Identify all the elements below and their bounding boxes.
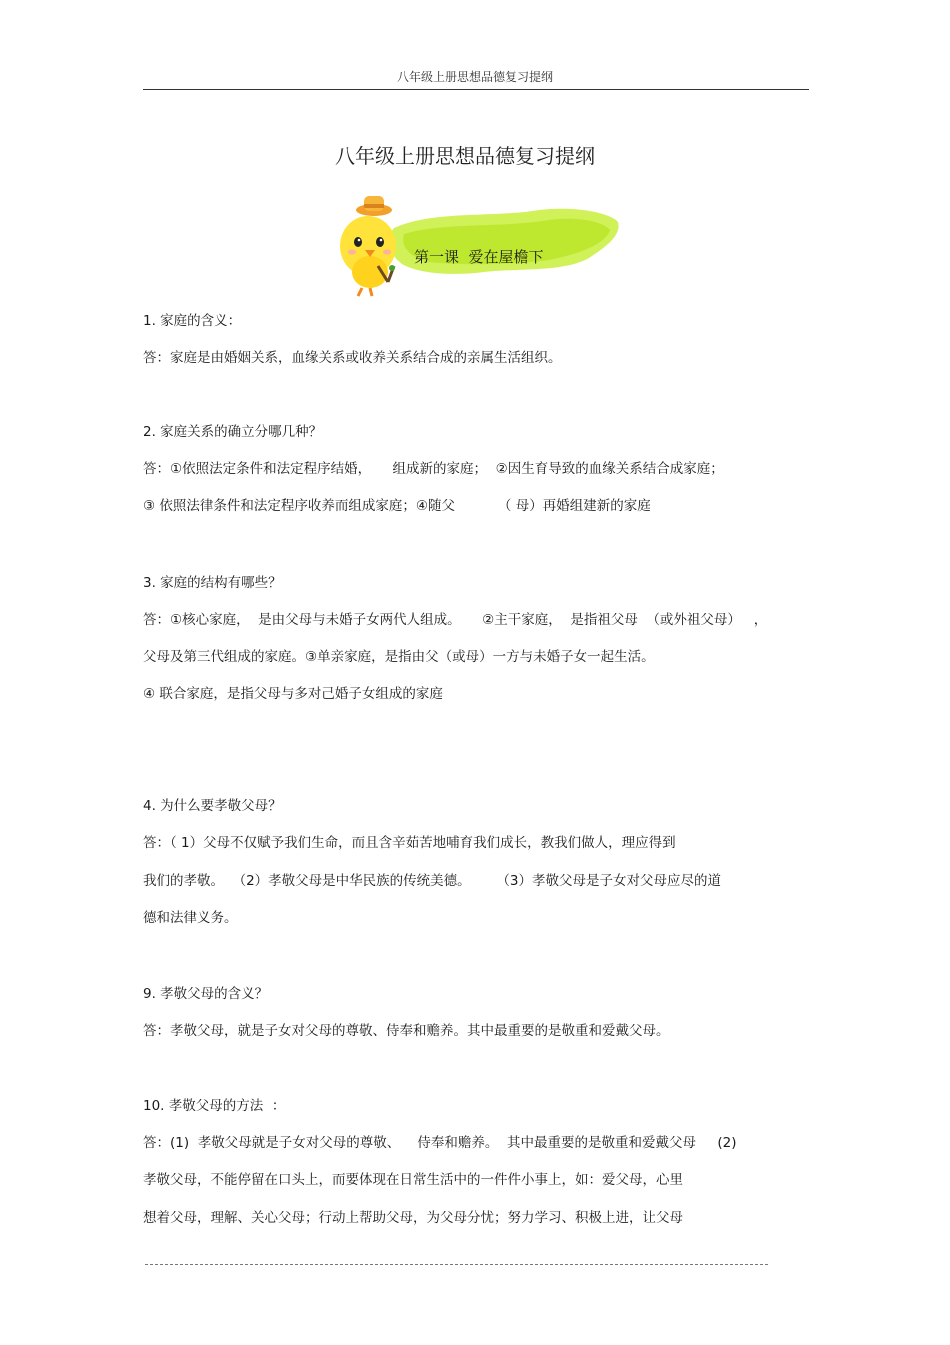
answer-line: 答：孝敬父母，就是子女对父母的尊敬、侍奉和赡养。其中最重要的是敬重和爱戴父母。 bbox=[143, 1023, 670, 1039]
question-heading: 9. 孝敬父母的含义？ bbox=[143, 986, 269, 1002]
question-heading: 2. 家庭关系的确立分哪几种？ bbox=[143, 424, 323, 440]
lesson-title: 第一课 爱在屋檐下 bbox=[414, 248, 544, 266]
question-heading: 10. 孝敬父母的方法 ： bbox=[143, 1098, 286, 1114]
chick-mascot-illustration bbox=[334, 188, 624, 298]
answer-line: 德和法律义务。 bbox=[143, 910, 238, 926]
answer-line: 想着父母，理解、关心父母；行动上帮助父母，为父母分忧；努力学习、积极上进，让父母 bbox=[143, 1210, 683, 1226]
answer-line: 我们的孝敬。 （2）孝敬父母是中华民族的传统美德。 （3）孝敬父母是子女对父母应尽的道 bbox=[143, 873, 722, 889]
running-header: 八年级上册思想品德复习提纲 bbox=[396, 70, 553, 84]
answer-line: ④ 联合家庭，是指父母与多对己婚子女组成的家庭 bbox=[143, 686, 443, 702]
document-title: 八年级上册思想品德复习提纲 bbox=[335, 144, 595, 168]
answer-line: 答：家庭是由婚姻关系，血缘关系或收养关系结合成的亲属生活组织。 bbox=[143, 350, 562, 366]
answer-line: 答：(1) 孝敬父母就是子女对父母的尊敬、 侍奉和赡养。 其中最重要的是敬重和爱戴父母 (2) bbox=[143, 1135, 737, 1151]
answer-line: 父母及第三代组成的家庭。③单亲家庭，是指由父（或母）一方与未婚子女一起生活。 bbox=[143, 649, 655, 665]
footer-dashed-rule bbox=[145, 1264, 768, 1265]
answer-line: 孝敬父母，不能停留在口头上，而要体现在日常生活中的一件件小事上，如：爱父母，心里 bbox=[143, 1172, 683, 1188]
answer-line: 答：①依照法定条件和法定程序结婚， 组成新的家庭； ②因生育导致的血缘关系结合成家庭； bbox=[143, 461, 724, 477]
header-rule bbox=[143, 89, 809, 90]
lesson-banner bbox=[334, 188, 624, 298]
question-heading: 3. 家庭的结构有哪些？ bbox=[143, 575, 282, 591]
question-heading: 4. 为什么要孝敬父母？ bbox=[143, 798, 282, 814]
question-heading: 1. 家庭的含义： bbox=[143, 313, 242, 329]
answer-line: 答：（ 1）父母不仅赋予我们生命，而且含辛茹苦地哺育我们成长，教我们做人，理应得到 bbox=[143, 835, 676, 851]
answer-line: 答：①核心家庭， 是由父母与未婚子女两代人组成。 ②主干家庭， 是指祖父母 （或外祖父母） ， bbox=[143, 612, 768, 628]
answer-line: ③ 依照法律条件和法定程序收养而组成家庭；④随父 （ 母）再婚组建新的家庭 bbox=[143, 498, 651, 514]
